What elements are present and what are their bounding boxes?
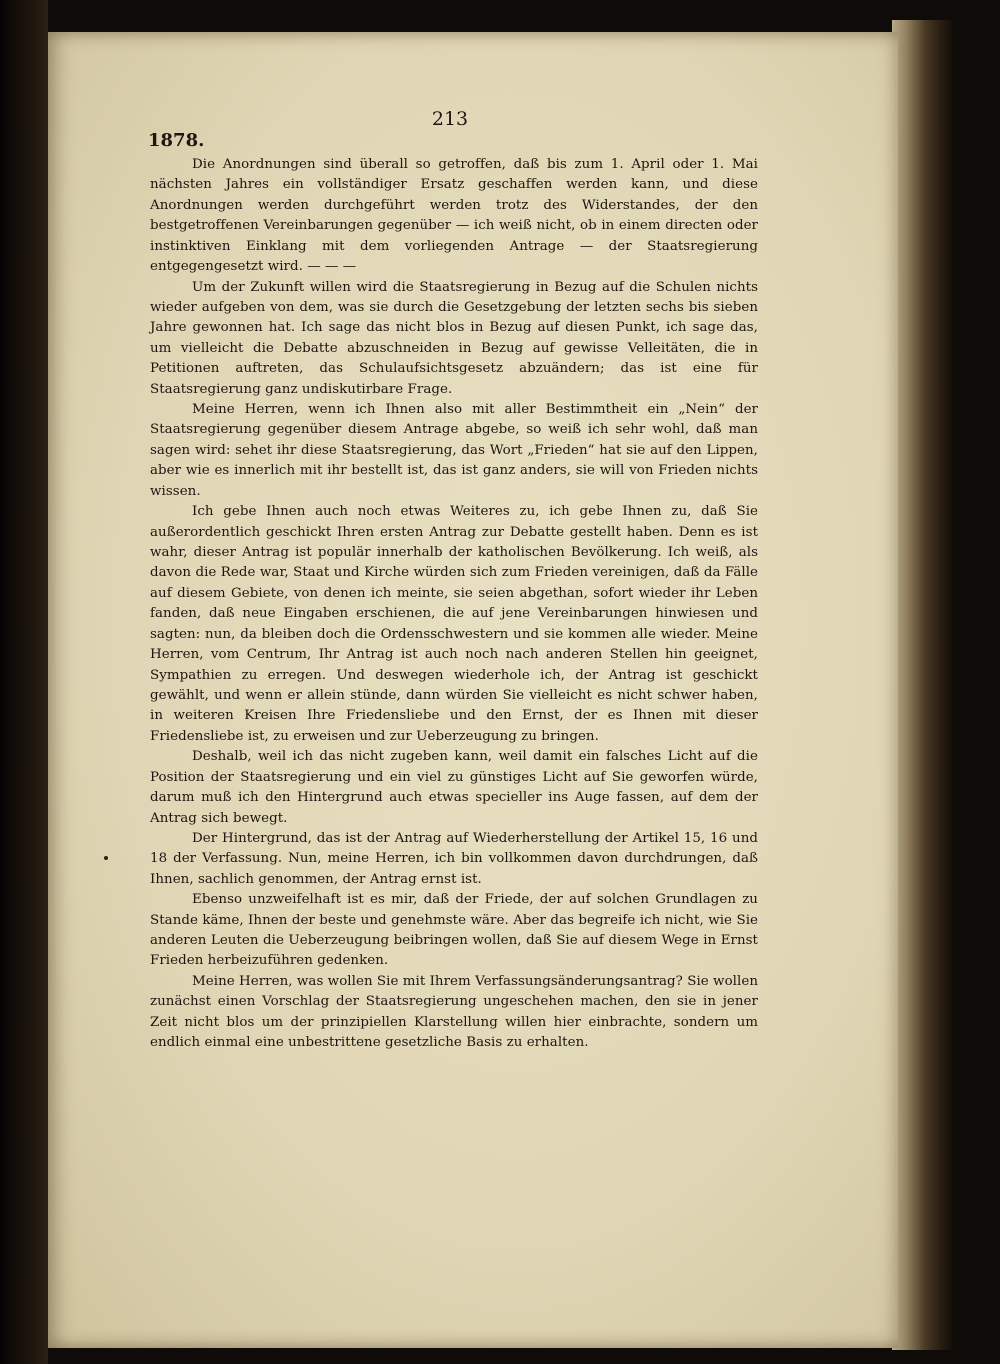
paragraph: Deshalb, weil ich das nicht zugeben kann, weil damit ein falsches Licht auf die Position der Staatsregierung und ein viel zu günstiges Licht auf Sie geworfen würde, darum muß ich den Hintergrund auch etwas specieller ins Auge fassen, auf dem der Antrag sich bewegt. [150,749,758,826]
book-edge-right [892,20,952,1350]
paragraph: Ebenso unzweifelhaft ist es mir, daß der Friede, der auf solchen Grundlagen zu Stande käme, Ihnen der beste und genehmste wäre. Aber das begreife ich nicht, wie Sie anderen Leuten die Ueberzeugung beibringen wollen, daß Sie auf diesem Wege in Ernst Frieden herbeizuführen gedenken. [150,892,758,969]
body-text [150,155,758,1054]
paragraph: Ich gebe Ihnen auch noch etwas Weiteres zu, ich gebe Ihnen zu, daß Sie außerordentlich geschickt Ihren ersten Antrag zur Debatte gestellt haben. Denn es ist wahr, dieser Antrag ist populär innerhalb der katholischen Bevölkerung. Ich weiß, als davon die Rede war, Staat und Kirche würden sich zum Frieden vereinigen, daß da Fälle auf diesem Gebiete, von denen ich meinte, sie seien abgethan, sofort wieder ihr Leben fanden, daß neue Eingaben erschienen, die auf jene Vereinbarungen hinwiesen und sagten: nun, da bleiben doch die Ordensschwestern und sie kommen alle wieder. Meine Herren, vom Centrum, Ihr Antrag ist auch noch nach anderen Stellen hin geeignet, Sympathien zu erregen. Und deswegen wiederhole ich, der Antrag ist geschickt gewählt, und wenn er allein stünde, dann würden Sie vielleicht es nicht schwer haben, in weiteren Kreisen Ihre Friedensliebe und den Ernst, der es Ihnen mit dieser Friedensliebe ist, zu erweisen und zur Ueberzeugung zu bringen. [150,504,758,744]
paragraph: Um der Zukunft willen wird die Staatsregierung in Bezug auf die Schulen nichts wieder aufgeben von dem, was sie durch die Gesetzgebung der letzten sechs bis sieben Jahre gewonnen hat. Ich sage das nicht blos in Bezug auf diesen Punkt, ich sage das, um vielleicht die Debatte abzuschneiden in Bezug auf gewisse Velleitäten, die in Petitionen auftreten, das Schulaufsichtsgesetz abzuändern; das ist eine für Staatsregierung ganz undiskutirbare Frage. [150,279,758,397]
paragraph: Die Anordnungen sind überall so getroffen, daß bis zum 1. April oder 1. Mai nächsten Jahres ein vollständiger Ersatz geschaffen werden kann, und diese Anordnungen werden durchgeführt werden trotz des Widerstandes, der den bestgetroffenen Vereinbarungen gegenüber — ich weiß nicht, ob in einem directen oder instinktiven Einklang mit dem vorliegenden Antrage — der Staatsregierung entgegengesetzt wird. — — — [150,157,758,275]
paragraph: Meine Herren, wenn ich Ihnen also mit aller Bestimmtheit ein „Nein“ der Staatsregierung gegenüber diesem Antrage abgebe, so weiß ich sehr wohl, daß man sagen wird: sehet ihr diese Staatsregierung, das Wort „Frieden“ hat sie auf den Lippen, aber wie es innerlich mit ihr bestellt ist, das ist ganz anders, sie will von Frieden nichts wissen. [150,402,758,499]
book-gutter-left [0,0,48,1364]
paragraph: Der Hintergrund, das ist der Antrag auf Wiederherstellung der Artikel 15, 16 und 18 der Verfassung. Nun, meine Herren, ich bin vollkommen davon durchdrungen, daß Ihnen, sachlich genommen, der Antrag ernst ist. [150,830,758,887]
year-heading: 1878. [148,130,205,151]
paragraph: Meine Herren, was wollen Sie mit Ihrem Verfassungsänderungsantrag? Sie wollen zunächst einen Vorschlag der Staatsregierung ungeschehen machen, den sie in jener Zeit nicht blos um der prinzipiellen Klarstellung willen hier einbrachte, sondern um endlich einmal eine unbestrittene gesetzliche Basis zu erhalten. [150,973,758,1051]
page-number: 213 [431,108,469,130]
ink-dot-mark [104,856,108,860]
